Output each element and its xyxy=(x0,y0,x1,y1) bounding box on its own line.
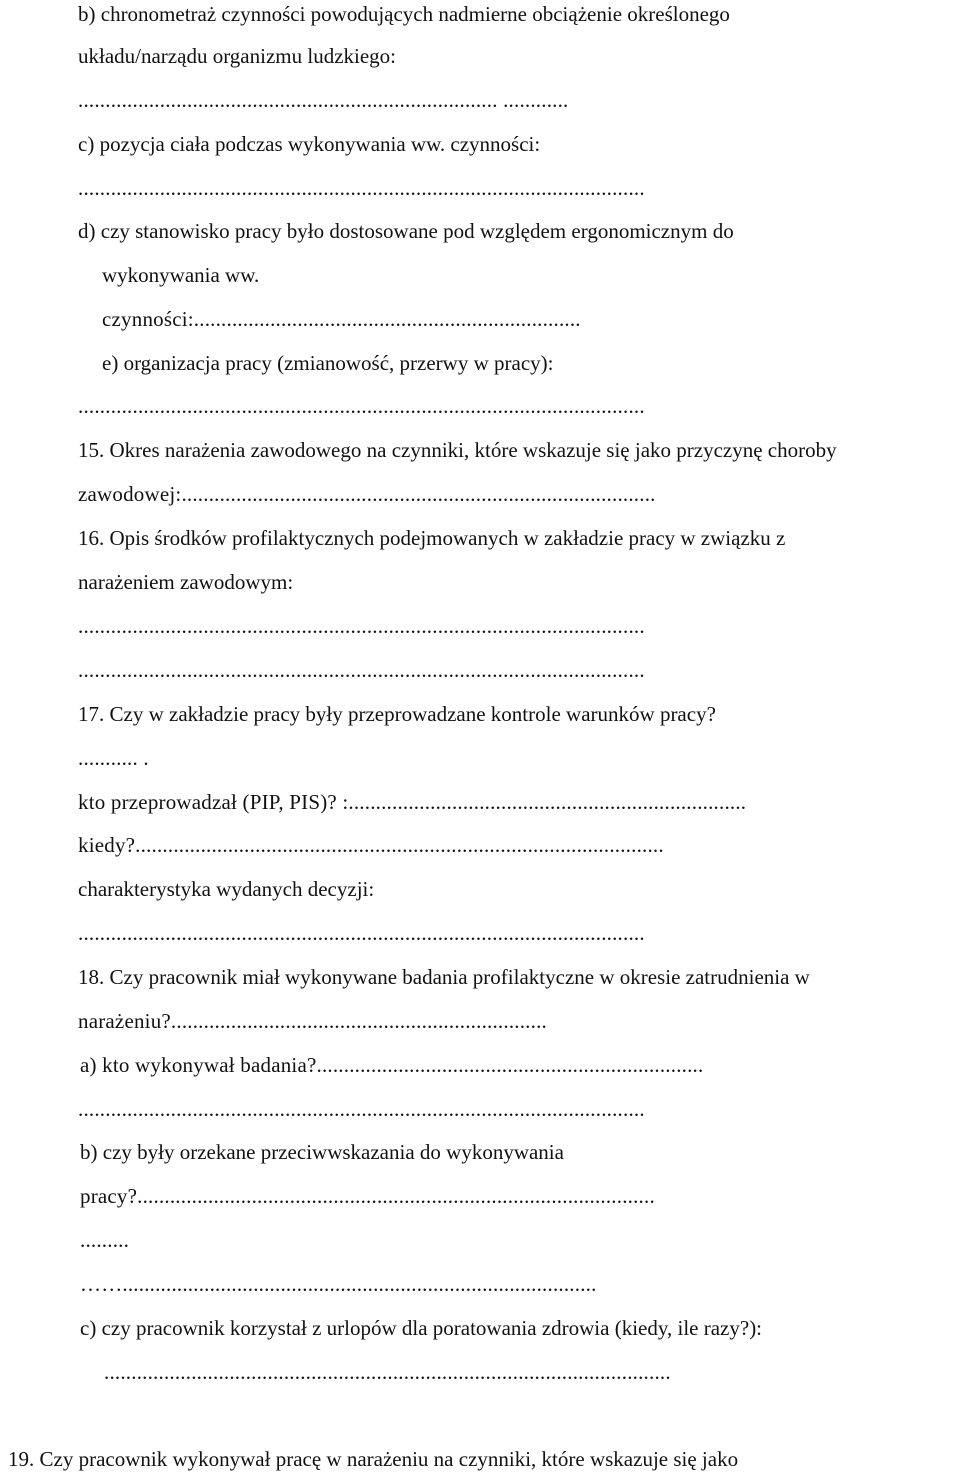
question-17: 17. Czy w zakładzie pracy były przeprowadzane kontrole warunków pracy? xyxy=(78,702,716,726)
question-18-c: c) czy pracownik korzystał z urlopów dla poratowania zdrowia (kiedy, ile razy?): xyxy=(80,1316,763,1340)
question-18-b-fill: pracy?............................................................................................... xyxy=(80,1184,655,1208)
item-b-chronometraz: b) chronometraż czynności powodujących nadmierne obciążenie określonego xyxy=(78,2,730,26)
item-e-organizacja: e) organizacja pracy (zmianowość, przerwy w pracy): xyxy=(102,351,554,375)
question-16: 16. Opis środków profilaktycznych podejmowanych w zakładzie pracy w związku z xyxy=(78,526,786,550)
question-15-fill: zawodowej:....................................................................................... xyxy=(78,482,656,506)
fill-line: ......... xyxy=(80,1228,130,1252)
fill-line: ........................................................................................................ xyxy=(78,394,645,418)
question-18-b: b) czy były orzekane przeciwwskazania do wykonywania xyxy=(80,1140,564,1164)
fill-line: ........................................................................................................ xyxy=(78,176,645,200)
question-18-a: a) kto wykonywał badania?....................................................................... xyxy=(80,1053,704,1077)
fill-line: ……....................................................................................... xyxy=(80,1272,597,1296)
question-17-kiedy: kiedy?................................................................................................. xyxy=(78,833,664,857)
question-19: 19. Czy pracownik wykonywał pracę w narażeniu na czynniki, które wskazuje się jako xyxy=(8,1447,739,1471)
fill-line: ............................................................................. ............ xyxy=(78,88,569,112)
item-c-pozycja: c) pozycja ciała podczas wykonywania ww. czynności: xyxy=(78,132,541,156)
question-17-kto-przeprowadzal: kto przeprowadzał (PIP, PIS)? :......................................................................... xyxy=(78,790,747,814)
item-b-continuation: układu/narządu organizmu ludzkiego: xyxy=(78,44,397,68)
item-d-fill: czynności:....................................................................... xyxy=(102,307,581,331)
question-18-continuation: narażeniu?..................................................................... xyxy=(78,1009,547,1033)
question-15: 15. Okres narażenia zawodowego na czynniki, które wskazuje się jako przyczynę choroby xyxy=(78,438,837,462)
fill-line: ........................................................................................................ xyxy=(78,1097,645,1121)
fill-line: ........... . xyxy=(78,746,149,770)
fill-line: ........................................................................................................ xyxy=(104,1360,671,1384)
item-d-stanowisko: d) czy stanowisko pracy było dostosowane pod względem ergonomicznym do xyxy=(78,219,734,243)
question-16-continuation: narażeniem zawodowym: xyxy=(78,570,294,594)
fill-line: ........................................................................................................ xyxy=(78,921,645,945)
fill-line: ........................................................................................................ xyxy=(78,614,645,638)
question-17-charakterystyka: charakterystyka wydanych decyzji: xyxy=(78,877,375,901)
item-d-continuation: wykonywania ww. xyxy=(102,263,260,287)
fill-line: ........................................................................................................ xyxy=(78,658,645,682)
question-18: 18. Czy pracownik miał wykonywane badania profilaktyczne w okresie zatrudnienia w xyxy=(78,965,810,989)
